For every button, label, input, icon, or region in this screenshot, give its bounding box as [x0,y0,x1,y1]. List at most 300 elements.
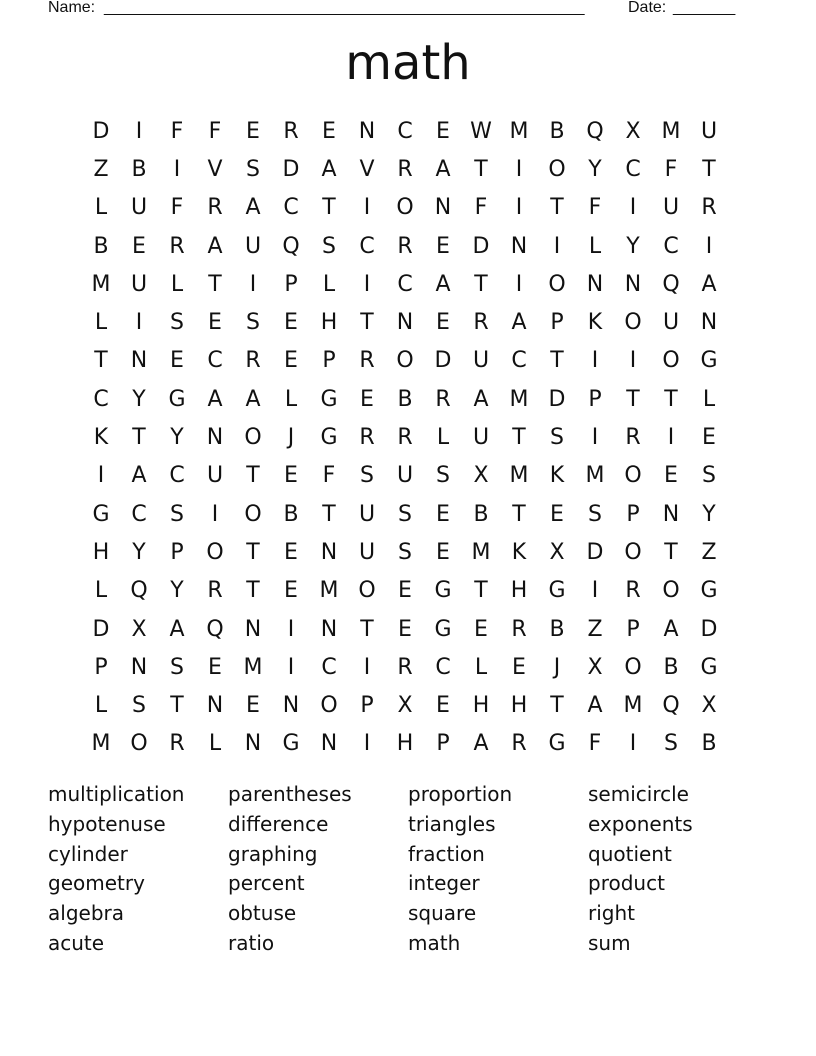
word-list-item: graphing [228,841,318,866]
grid-letter: T [550,693,564,719]
grid-letter: X [625,118,641,144]
grid-letter: C [321,654,337,680]
grid-letter: Q [662,271,680,297]
grid-row [82,725,728,763]
grid-letter: K [549,463,565,489]
grid-letter: A [701,271,717,297]
grid-letter: I [287,616,295,642]
grid-letter: M [471,539,491,565]
letter-grid [82,112,728,763]
grid-letter: R [625,578,641,604]
grid-letter: N [624,271,642,297]
grid-letter: T [208,271,222,297]
grid-row [82,112,728,150]
grid-letter: E [436,118,450,144]
grid-letter: O [396,348,414,374]
word-list-item: semicircle [588,782,689,806]
grid-letter: I [553,233,561,259]
grid-letter: O [624,463,642,489]
grid-letter: T [512,425,526,451]
grid-letter: C [397,271,413,297]
grid-letter: F [170,195,184,221]
grid-letter: T [246,463,260,489]
grid-row [82,342,728,380]
grid-letter: B [701,731,717,757]
grid-letter: N [510,233,528,259]
grid-letter: S [170,501,184,527]
grid-letter: E [170,348,184,374]
grid-letter: O [548,156,566,182]
grid-letter: N [130,348,148,374]
grid-letter: Y [170,425,184,451]
grid-letter: T [322,195,336,221]
grid-letter: C [511,348,527,374]
grid-letter: G [92,501,110,527]
grid-letter: E [208,654,222,680]
grid-letter: S [322,233,336,259]
grid-row [82,457,728,495]
grid-letter: X [473,463,489,489]
grid-letter: L [94,310,108,336]
word-list-item: integer [408,871,480,896]
grid-letter: S [170,654,184,680]
grid-letter: V [359,156,375,182]
grid-letter: E [436,501,450,527]
grid-letter: R [245,348,261,374]
word-list-item: obtuse [228,901,297,926]
word-list-item: cylinder [48,841,128,866]
grid-letter: Q [586,118,604,144]
grid-letter: H [472,693,490,719]
grid-letter: C [207,348,223,374]
grid-letter: O [130,731,148,757]
grid-letter: I [515,271,523,297]
grid-letter: D [434,348,452,374]
grid-letter: U [472,348,490,374]
grid-letter: P [550,310,564,336]
grid-letter: I [135,118,143,144]
grid-letter: N [206,693,224,719]
grid-letter: C [359,233,375,259]
grid-letter: M [509,118,529,144]
grid-letter: C [169,463,185,489]
word-list-item: triangles [408,811,496,836]
grid-letter: S [702,463,716,489]
grid-letter: T [550,195,564,221]
grid-letter: U [662,310,680,336]
grid-letter: L [322,271,336,297]
grid-row [82,572,728,610]
grid-letter: P [626,501,640,527]
grid-letter: U [662,195,680,221]
grid-letter: Y [702,501,716,527]
grid-letter: T [474,271,488,297]
grid-letter: K [93,425,109,451]
grid-letter: Z [93,156,109,182]
word-list-item: geometry [48,871,145,896]
grid-letter: B [663,654,679,680]
grid-letter: A [245,195,261,221]
grid-letter: D [586,539,604,565]
grid-letter: H [510,693,528,719]
grid-letter: I [135,310,143,336]
name-label: Name: [48,0,96,16]
grid-letter: R [359,425,375,451]
grid-letter: C [625,156,641,182]
grid-letter: B [131,156,147,182]
grid-letter: G [168,386,186,412]
word-list-item: exponents [588,811,693,836]
grid-letter: E [284,578,298,604]
grid-letter: P [284,271,298,297]
word-list-item: product [588,871,665,896]
grid-letter: Z [701,539,717,565]
grid-letter: I [591,348,599,374]
grid-letter: R [511,731,527,757]
grid-letter: D [700,616,718,642]
grid-letter: O [244,425,262,451]
grid-letter: T [246,539,260,565]
grid-letter: A [511,310,527,336]
grid-letter: S [170,310,184,336]
grid-letter: D [548,386,566,412]
grid-letter: R [397,233,413,259]
grid-letter: X [549,539,565,565]
grid-letter: E [284,539,298,565]
word-list-item: ratio [228,930,275,955]
grid-letter: U [700,118,718,144]
grid-letter: A [207,386,223,412]
grid-letter: T [94,348,108,374]
grid-letter: X [397,693,413,719]
grid-letter: T [512,501,526,527]
grid-letter: H [320,310,338,336]
grid-letter: Q [130,578,148,604]
grid-letter: Y [170,578,184,604]
grid-letter: A [207,233,223,259]
grid-letter: L [94,693,108,719]
grid-letter: C [663,233,679,259]
grid-letter: A [245,386,261,412]
grid-letter: E [474,616,488,642]
grid-letter: P [170,539,184,565]
grid-letter: G [282,731,300,757]
grid-letter: W [470,118,492,144]
grid-letter: N [244,616,262,642]
grid-letter: G [320,386,338,412]
grid-letter: L [588,233,602,259]
grid-letter: Z [587,616,603,642]
grid-letter: E [360,386,374,412]
grid-letter: M [91,271,111,297]
grid-letter: U [472,425,490,451]
grid-letter: U [206,463,224,489]
header-line [48,0,748,21]
grid-letter: L [702,386,716,412]
grid-letter: P [588,386,602,412]
grid-letter: L [474,654,488,680]
grid-letter: F [588,731,602,757]
grid-letter: I [363,654,371,680]
grid-letter: B [549,118,565,144]
grid-letter: E [664,463,678,489]
grid-letter: N [320,731,338,757]
grid-letter: O [244,501,262,527]
grid-letter: G [700,578,718,604]
grid-letter: T [322,501,336,527]
grid-letter: U [130,271,148,297]
grid-letter: E [246,693,260,719]
grid-letter: I [211,501,219,527]
grid-letter: S [132,693,146,719]
grid-letter: L [436,425,450,451]
grid-letter: I [515,156,523,182]
grid-letter: H [92,539,110,565]
grid-letter: O [662,348,680,374]
grid-letter: I [287,654,295,680]
grid-letter: H [396,731,414,757]
grid-letter: D [282,156,300,182]
grid-letter: R [397,654,413,680]
grid-letter: Y [132,539,146,565]
grid-letter: O [358,578,376,604]
date-blank: _______ [673,0,736,16]
grid-letter: R [397,425,413,451]
grid-letter: I [363,731,371,757]
grid-row [82,150,728,188]
grid-letter: G [700,654,718,680]
grid-letter: L [284,386,298,412]
grid-letter: Y [626,233,640,259]
grid-letter: O [206,539,224,565]
grid-letter: A [435,271,451,297]
grid-letter: S [550,425,564,451]
grid-letter: I [705,233,713,259]
grid-letter: R [169,731,185,757]
grid-letter: S [246,156,260,182]
grid-letter: C [397,118,413,144]
grid-letter: Y [132,386,146,412]
grid-letter: N [206,425,224,451]
grid-letter: B [473,501,489,527]
grid-letter: R [625,425,641,451]
grid-letter: C [93,386,109,412]
word-list-item: difference [228,811,329,836]
grid-letter: B [549,616,565,642]
grid-letter: I [591,578,599,604]
grid-row [82,495,728,533]
grid-letter: M [509,386,529,412]
grid-letter: Q [282,233,300,259]
word-list-item: fraction [408,841,485,866]
word-list [48,780,768,959]
grid-letter: R [435,386,451,412]
grid-letter: R [169,233,185,259]
grid-letter: S [436,463,450,489]
word-list-item: quotient [588,841,672,866]
grid-letter: E [702,425,716,451]
grid-letter: I [173,156,181,182]
grid-letter: G [434,578,452,604]
grid-letter: E [512,654,526,680]
grid-letter: M [243,654,263,680]
grid-letter: O [624,654,642,680]
grid-letter: O [624,539,642,565]
grid-letter: D [472,233,490,259]
grid-letter: P [94,654,108,680]
grid-letter: U [244,233,262,259]
grid-row [82,265,728,303]
grid-letter: R [283,118,299,144]
grid-letter: H [510,578,528,604]
grid-letter: A [663,616,679,642]
grid-letter: N [320,616,338,642]
grid-letter: E [550,501,564,527]
grid-letter: G [434,616,452,642]
grid-row [82,648,728,686]
grid-letter: P [322,348,336,374]
grid-letter: B [397,386,413,412]
grid-letter: C [131,501,147,527]
grid-row [82,227,728,265]
grid-letter: G [548,731,566,757]
grid-letter: T [360,310,374,336]
grid-letter: P [360,693,374,719]
word-list-item: algebra [48,901,124,926]
grid-letter: L [208,731,222,757]
grid-letter: I [363,271,371,297]
grid-letter: X [131,616,147,642]
grid-letter: N [282,693,300,719]
grid-letter: O [320,693,338,719]
grid-row [82,380,728,418]
grid-letter: E [246,118,260,144]
grid-letter: T [132,425,146,451]
grid-letter: R [473,310,489,336]
grid-letter: E [436,693,450,719]
grid-letter: L [94,195,108,221]
grid-letter: B [93,233,109,259]
grid-letter: S [246,310,260,336]
grid-letter: A [321,156,337,182]
grid-letter: N [396,310,414,336]
grid-letter: K [587,310,603,336]
grid-letter: T [702,156,716,182]
grid-letter: A [587,693,603,719]
grid-letter: T [474,156,488,182]
grid-letter: V [207,156,223,182]
grid-letter: D [92,118,110,144]
grid-letter: A [131,463,147,489]
grid-letter: G [700,348,718,374]
word-list-item: math [408,930,461,955]
grid-letter: T [664,539,678,565]
grid-row [82,610,728,648]
grid-letter: N [700,310,718,336]
word-list-item: multiplication [48,782,185,806]
grid-letter: T [170,693,184,719]
grid-letter: G [320,425,338,451]
word-list-item: acute [48,930,105,955]
grid-letter: N [358,118,376,144]
grid-letter: E [436,233,450,259]
grid-letter: A [435,156,451,182]
grid-letter: U [130,195,148,221]
grid-letter: N [244,731,262,757]
word-list-item: hypotenuse [48,811,166,836]
grid-letter: D [92,616,110,642]
grid-letter: I [97,463,105,489]
grid-letter: N [320,539,338,565]
grid-letter: O [662,578,680,604]
grid-letter: Q [662,693,680,719]
grid-letter: F [588,195,602,221]
grid-letter: S [398,539,412,565]
grid-letter: G [548,578,566,604]
grid-letter: X [701,693,717,719]
grid-letter: R [207,578,223,604]
grid-letter: T [664,386,678,412]
grid-row [82,418,728,456]
word-list-item: sum [588,930,631,955]
grid-letter: S [398,501,412,527]
word-list-item: percent [228,871,305,896]
grid-letter: E [436,539,450,565]
grid-letter: M [319,578,339,604]
grid-letter: U [396,463,414,489]
grid-letter: L [170,271,184,297]
word-list-item: square [408,901,477,926]
grid-letter: N [662,501,680,527]
grid-letter: S [360,463,374,489]
grid-letter: L [94,578,108,604]
grid-letter: F [664,156,678,182]
grid-row [82,533,728,571]
grid-letter: U [358,501,376,527]
grid-letter: E [284,348,298,374]
grid-letter: M [661,118,681,144]
grid-letter: F [170,118,184,144]
grid-letter: I [629,348,637,374]
grid-letter: R [207,195,223,221]
grid-letter: P [626,616,640,642]
grid-letter: J [287,425,295,451]
grid-letter: J [553,654,561,680]
grid-letter: S [664,731,678,757]
grid-letter: B [283,501,299,527]
grid-letter: R [701,195,717,221]
grid-letter: E [398,578,412,604]
grid-letter: R [397,156,413,182]
grid-letter: T [474,578,488,604]
grid-letter: I [629,731,637,757]
grid-letter: R [511,616,527,642]
grid-letter: F [208,118,222,144]
grid-letter: N [434,195,452,221]
grid-letter: C [435,654,451,680]
word-list-item: parentheses [228,782,352,806]
grid-row [82,303,728,341]
grid-letter: I [515,195,523,221]
puzzle-title: math [345,35,471,91]
grid-letter: F [322,463,336,489]
name-blank: ______________________________________________________ [104,0,585,16]
grid-letter: R [359,348,375,374]
grid-letter: K [511,539,527,565]
grid-letter: I [249,271,257,297]
grid-letter: T [246,578,260,604]
grid-letter: E [322,118,336,144]
